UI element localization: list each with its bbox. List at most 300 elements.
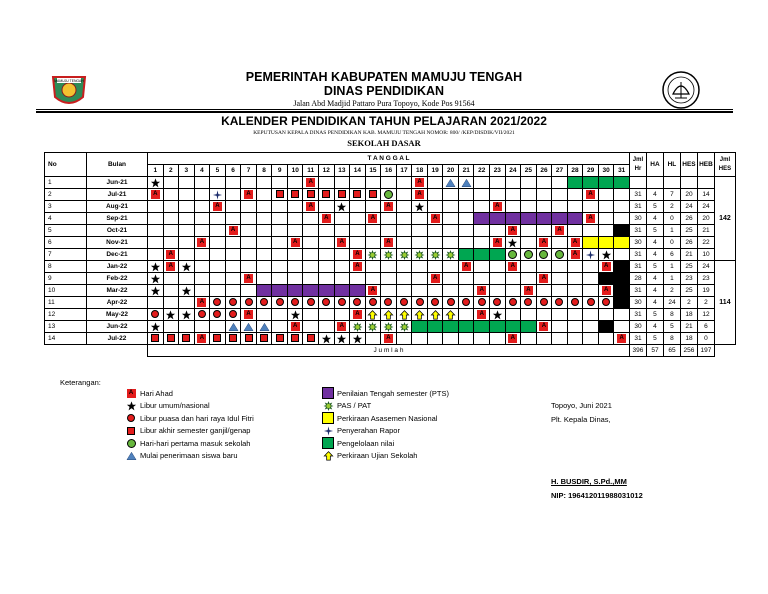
day-cell [583, 273, 599, 285]
day-cell [241, 249, 257, 261]
day-number-header: 9 [272, 165, 288, 177]
enrollment-triangle-icon [445, 178, 456, 188]
plus-legend-icon [323, 426, 334, 436]
day-cell [148, 225, 164, 237]
national-holiday-star-icon [290, 310, 301, 320]
day-cell [443, 249, 459, 261]
day-number-header: 8 [256, 165, 272, 177]
day-number-header: 1 [148, 165, 164, 177]
day-number-header: 30 [598, 165, 614, 177]
day-cell [256, 201, 272, 213]
day-cell [256, 189, 272, 201]
day-number-header: 17 [396, 165, 412, 177]
semester-break-marker [167, 334, 175, 342]
exam-burst-icon [399, 250, 410, 260]
day-cell [319, 225, 335, 237]
hl-value: 8 [663, 333, 680, 345]
day-cell [272, 249, 288, 261]
day-cell [287, 321, 303, 333]
day-cell [474, 225, 490, 237]
legend-label: PAS / PAT [337, 401, 372, 410]
decree-line: KEPUTUSAN KEPALA DINAS PENDIDIKAN KAB. MAMUJU TENGAH NOMOR: 800/ /KEP/DISDIK/VII/2021 [253, 130, 515, 136]
fasting-holiday-marker [245, 298, 253, 306]
fasting-holiday-marker [322, 298, 330, 306]
sunday-marker: A [353, 310, 362, 319]
day-cell [241, 261, 257, 273]
jml-hr-value: 30 [629, 213, 646, 225]
row-number: 1 [45, 177, 87, 189]
day-cell [598, 225, 614, 237]
day-cell [474, 189, 490, 201]
day-cell [536, 261, 552, 273]
day-cell [303, 237, 319, 249]
day-cell [350, 333, 366, 345]
legend-item [125, 451, 238, 461]
national-holiday-star-icon [336, 334, 347, 344]
fasting-holiday-marker [493, 298, 501, 306]
day-cell [256, 333, 272, 345]
semester-break-marker [213, 334, 221, 342]
day-number-header: 22 [474, 165, 490, 177]
semester-break-marker [260, 334, 268, 342]
fasting-holiday-marker [229, 310, 237, 318]
day-cell [272, 321, 288, 333]
national-holiday-star-icon [507, 238, 518, 248]
report-card-icon [585, 250, 596, 260]
day-cell [303, 225, 319, 237]
day-cell [474, 273, 490, 285]
day-cell [241, 285, 257, 297]
day-cell [443, 309, 459, 321]
day-number-header: 11 [303, 165, 319, 177]
day-cell [567, 261, 583, 273]
day-cell [427, 297, 443, 309]
calendar-row [45, 261, 736, 273]
fasting-holiday-marker [291, 298, 299, 306]
day-cell [225, 249, 241, 261]
day-cell [194, 237, 210, 249]
day-cell [396, 213, 412, 225]
day-cell [210, 249, 226, 261]
sunday-marker: A [213, 202, 222, 211]
day-cell [505, 285, 521, 297]
day-cell [567, 333, 583, 345]
sunday-marker: A [462, 262, 471, 271]
day-cell [396, 261, 412, 273]
day-cell [458, 237, 474, 249]
sunday-marker: A [555, 226, 564, 235]
calendar-row [45, 201, 736, 213]
day-cell [536, 297, 552, 309]
signature-role: Plt. Kepala Dinas, [551, 415, 611, 424]
legend-item [125, 401, 210, 411]
hl-value: 0 [663, 213, 680, 225]
school-exam-arrow-icon [414, 310, 425, 320]
exam-burst-icon [399, 322, 410, 332]
day-cell [443, 177, 459, 189]
day-cell [567, 273, 583, 285]
day-cell [474, 321, 490, 333]
month-label: Jul-22 [87, 333, 148, 345]
sunday-legend-icon: A [127, 389, 136, 398]
sunday-marker: A [431, 274, 440, 283]
day-cell [614, 225, 630, 237]
semester-break-marker [307, 334, 315, 342]
day-number-header: 4 [194, 165, 210, 177]
day-cell [225, 261, 241, 273]
fasting-holiday-marker [416, 298, 424, 306]
day-cell [412, 273, 428, 285]
month-label: Apr-22 [87, 297, 148, 309]
sunday-marker: A [337, 238, 346, 247]
day-cell [365, 237, 381, 249]
day-cell [490, 321, 506, 333]
day-number-header: 2 [163, 165, 179, 177]
national-holiday-star-icon [181, 262, 192, 272]
day-cell [163, 321, 179, 333]
day-cell [443, 225, 459, 237]
semester-break-marker [182, 334, 190, 342]
burst-legend-icon [323, 401, 334, 411]
semester-break-marker [307, 190, 315, 198]
legend-label: Pengelolaan nilai [337, 438, 395, 448]
day-cell [148, 189, 164, 201]
header-hes: HES [680, 153, 697, 177]
day-cell [381, 333, 397, 345]
day-cell [583, 297, 599, 309]
day-cell [287, 309, 303, 321]
day-cell [210, 213, 226, 225]
sunday-marker: A [571, 238, 580, 247]
day-cell [210, 201, 226, 213]
day-cell [241, 225, 257, 237]
first-school-day-marker [539, 250, 548, 259]
day-cell [427, 201, 443, 213]
day-cell [598, 297, 614, 309]
day-cell [163, 261, 179, 273]
sunday-marker: A [617, 334, 626, 343]
day-cell [287, 297, 303, 309]
day-cell [490, 213, 506, 225]
day-cell [334, 273, 350, 285]
day-cell [598, 261, 614, 273]
day-cell [443, 213, 459, 225]
day-cell [583, 237, 599, 249]
day-cell [350, 321, 366, 333]
ha-value: 5 [646, 309, 663, 321]
day-cell [319, 321, 335, 333]
sunday-marker: A [291, 238, 300, 247]
day-cell [163, 273, 179, 285]
day-cell [412, 177, 428, 189]
day-cell [225, 333, 241, 345]
day-cell [396, 225, 412, 237]
day-cell [458, 213, 474, 225]
sunday-marker: A [602, 262, 611, 271]
day-cell [365, 261, 381, 273]
day-cell [210, 237, 226, 249]
row-number: 10 [45, 285, 87, 297]
sum-label: J u m l a h [148, 345, 630, 357]
ha-value: 4 [646, 189, 663, 201]
day-cell [334, 321, 350, 333]
day-cell [334, 249, 350, 261]
day-cell [272, 225, 288, 237]
day-cell [614, 189, 630, 201]
jml-hr-value: 31 [629, 285, 646, 297]
semester-break-marker [291, 334, 299, 342]
day-cell [163, 189, 179, 201]
logo-text: MAMUJU TENGAH [54, 79, 84, 83]
legend-item [322, 401, 371, 411]
day-cell [458, 333, 474, 345]
day-cell [365, 309, 381, 321]
day-cell [381, 297, 397, 309]
day-cell [287, 333, 303, 345]
day-cell [583, 321, 599, 333]
month-label: Dec-21 [87, 249, 148, 261]
day-cell [334, 285, 350, 297]
day-number-header: 6 [225, 165, 241, 177]
day-cell [567, 189, 583, 201]
day-cell [443, 201, 459, 213]
fasting-holiday-marker [571, 298, 579, 306]
legend-title: Keterangan: [60, 378, 101, 387]
day-cell [614, 201, 630, 213]
day-cell [521, 213, 537, 225]
green-swatch-icon [322, 437, 334, 449]
semester-break-marker [276, 190, 284, 198]
semester-break-marker [322, 190, 330, 198]
day-cell [287, 285, 303, 297]
day-cell [287, 213, 303, 225]
day-cell [381, 225, 397, 237]
hl-value: 2 [663, 285, 680, 297]
day-cell [350, 309, 366, 321]
day-cell [490, 237, 506, 249]
semester-break-marker [353, 190, 361, 198]
day-cell [350, 261, 366, 273]
day-cell [256, 237, 272, 249]
ha-value: 4 [646, 297, 663, 309]
day-cell [552, 297, 568, 309]
day-cell [303, 249, 319, 261]
day-cell [521, 201, 537, 213]
day-cell [396, 285, 412, 297]
day-cell [272, 273, 288, 285]
calendar-row [45, 273, 736, 285]
triangle-legend-icon [126, 451, 137, 461]
legend-item [322, 426, 400, 436]
hl-value: 6 [663, 249, 680, 261]
day-cell [474, 213, 490, 225]
day-cell [272, 201, 288, 213]
jml-hr-value: 31 [629, 309, 646, 321]
legend-label: Perkiraan Ujian Sekolah [337, 451, 418, 460]
day-cell [256, 297, 272, 309]
day-number-header: 28 [567, 165, 583, 177]
day-cell [458, 249, 474, 261]
day-cell [210, 309, 226, 321]
day-cell [241, 309, 257, 321]
hl-value: 1 [663, 225, 680, 237]
day-cell [272, 189, 288, 201]
day-cell [350, 201, 366, 213]
day-cell [396, 189, 412, 201]
day-cell [334, 213, 350, 225]
day-cell [614, 261, 630, 273]
day-cell [319, 309, 335, 321]
day-cell [474, 177, 490, 189]
national-holiday-star-icon [352, 334, 363, 344]
day-cell [505, 297, 521, 309]
day-number-header: 29 [583, 165, 599, 177]
day-number-header: 3 [179, 165, 195, 177]
day-cell [319, 201, 335, 213]
day-cell [552, 285, 568, 297]
row-number: 13 [45, 321, 87, 333]
school-exam-arrow-icon [430, 310, 441, 320]
exam-burst-icon [383, 250, 394, 260]
day-cell [287, 249, 303, 261]
day-cell [583, 249, 599, 261]
day-cell [179, 249, 195, 261]
heb-value: 2 [697, 297, 714, 309]
sunday-marker: A [477, 310, 486, 319]
signature-nip: NIP: 196412011988031012 [551, 491, 643, 500]
day-cell [194, 285, 210, 297]
day-cell [194, 309, 210, 321]
header-tanggal: T A N G G A L [148, 153, 630, 165]
day-cell [350, 225, 366, 237]
sunday-marker: A [493, 202, 502, 211]
day-cell [272, 213, 288, 225]
day-cell [490, 249, 506, 261]
day-cell [163, 285, 179, 297]
day-cell [256, 249, 272, 261]
day-cell [241, 177, 257, 189]
semester-break-marker [369, 190, 377, 198]
star-legend-icon [126, 401, 137, 411]
day-cell [350, 297, 366, 309]
legend-item [125, 388, 173, 398]
exam-burst-icon [383, 322, 394, 332]
hes-value: 18 [680, 333, 697, 345]
day-cell [427, 189, 443, 201]
hl-value: 24 [663, 297, 680, 309]
day-number-header: 15 [365, 165, 381, 177]
day-cell [194, 297, 210, 309]
ha-value: 5 [646, 261, 663, 273]
day-cell [598, 285, 614, 297]
exam-burst-icon [445, 250, 456, 260]
sunday-marker: A [306, 178, 315, 187]
day-cell [536, 189, 552, 201]
day-cell [179, 201, 195, 213]
day-cell [334, 333, 350, 345]
day-cell [614, 297, 630, 309]
day-cell [567, 225, 583, 237]
sunday-marker: A [508, 334, 517, 343]
sum-spacer [45, 345, 148, 357]
day-cell [210, 297, 226, 309]
heb-value: 14 [697, 189, 714, 201]
day-cell [552, 189, 568, 201]
day-cell [334, 237, 350, 249]
day-cell [365, 189, 381, 201]
day-cell [443, 297, 459, 309]
day-cell [505, 333, 521, 345]
day-cell [256, 309, 272, 321]
hl-value: 2 [663, 201, 680, 213]
day-cell [567, 237, 583, 249]
day-cell [194, 261, 210, 273]
sunday-marker: A [244, 190, 253, 199]
day-cell [567, 213, 583, 225]
calendar-row [45, 297, 736, 309]
day-cell [458, 225, 474, 237]
day-cell [552, 321, 568, 333]
fasting-holiday-marker [369, 298, 377, 306]
sunday-marker: A [306, 202, 315, 211]
day-cell [350, 213, 366, 225]
day-cell [427, 261, 443, 273]
day-cell [521, 237, 537, 249]
day-cell [552, 249, 568, 261]
day-cell [474, 237, 490, 249]
calendar-row [45, 213, 736, 225]
day-cell [381, 213, 397, 225]
sunday-marker: A [539, 274, 548, 283]
fasting-holiday-marker [478, 298, 486, 306]
day-cell [319, 297, 335, 309]
sunday-marker: A [368, 214, 377, 223]
day-cell [179, 285, 195, 297]
day-cell [412, 225, 428, 237]
day-cell [521, 225, 537, 237]
day-cell [334, 177, 350, 189]
fasting-holiday-marker [447, 298, 455, 306]
day-cell [163, 177, 179, 189]
day-cell [287, 237, 303, 249]
day-cell [427, 237, 443, 249]
hes-value: 20 [680, 189, 697, 201]
day-cell [163, 213, 179, 225]
day-cell [350, 177, 366, 189]
day-cell [614, 249, 630, 261]
heb-value: 20 [697, 213, 714, 225]
fasting-holiday-marker [213, 298, 221, 306]
day-cell [179, 225, 195, 237]
day-cell [210, 261, 226, 273]
day-cell [350, 273, 366, 285]
day-cell [552, 309, 568, 321]
day-cell [225, 297, 241, 309]
day-cell [179, 297, 195, 309]
national-holiday-star-icon [601, 250, 612, 260]
heb-value: 12 [697, 309, 714, 321]
day-cell [536, 273, 552, 285]
day-cell [490, 333, 506, 345]
day-cell [521, 261, 537, 273]
day-cell [598, 249, 614, 261]
national-holiday-star-icon [150, 286, 161, 296]
sunday-marker: A [151, 190, 160, 199]
sunday-marker: A [431, 214, 440, 223]
day-number-header: 24 [505, 165, 521, 177]
day-cell [256, 321, 272, 333]
header-jml-hr: Jml Hr [629, 153, 646, 177]
